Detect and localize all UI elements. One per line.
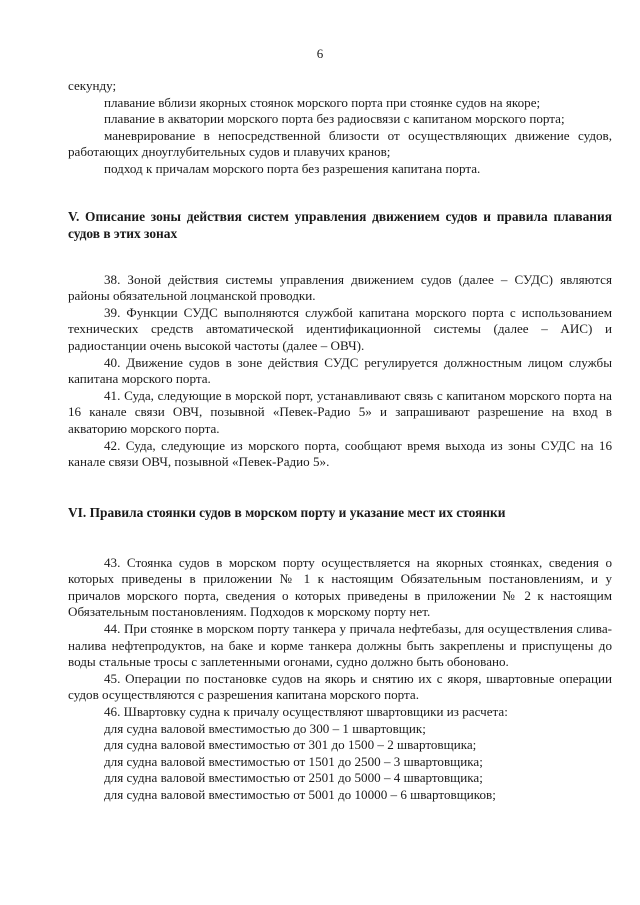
list-item: для судна валовой вместимостью до 300 – 1 швартовщик; (104, 720, 426, 736)
paragraph-43: 43. Стоянка судов в морском порту осуществляется на якорных стоянках, сведения о которых приведены в приложении № 1 к настоящим Обязательным постановлениям, и у причалов морского порта, сведения о которых приведены в приложении № 2 к настоящим Обязательным постановлениям. Подходов к морскому порту нет. (68, 554, 612, 620)
intro-line-1: секунду; (68, 78, 117, 93)
intro-line-3: плавание в акватории морского порта без радиосвязи с капитаном морского порта; (104, 111, 565, 127)
paragraph-45: 45. Операции по постановке судов на якорь и снятию их с якоря, швартовные операции судов осуществляются с разрешения капитана морского порта. (68, 670, 612, 703)
paragraph-40: 40. Движение судов в зоне действия СУДС регулируется должностным лицом службы капитана морского порта. (68, 354, 612, 387)
paragraph-42: 42. Суда, следующие из морского порта, сообщают время выхода из зоны СУДС на 16 канале связи ОВЧ, позывной «Певек-Радио 5». (68, 437, 612, 470)
list-item: для судна валовой вместимостью от 2501 до 5000 – 4 швартовщика; (104, 770, 483, 786)
intro-line-2: плавание вблизи якорных стоянок морского порта при стоянке судов на якоре; (104, 94, 541, 110)
list-item: для судна валовой вместимостью от 5001 до 10000 – 6 швартовщиков; (104, 787, 496, 802)
paragraph-44: 44. При стоянке в морском порту танкера у причала нефтебазы, для осуществления слива-налива нефтепродуктов, на баке и корме танкера должны быть закреплены и приспущены до воды стальные тросы с заплетенными огонами, судно должно быть обоновано. (68, 621, 612, 670)
intro-line-5: подход к причалам морского порта без разрешения капитана порта. (104, 160, 481, 176)
list-item: для судна валовой вместимостью от 301 до 1500 – 2 швартовщика; (104, 737, 477, 753)
page-number: 6 (316, 46, 324, 61)
section-6-heading: VI. Правила стоянки судов в морском порту и указание мест их стоянки (68, 504, 506, 520)
list-item: для судна валовой вместимостью от 1501 до 2500 – 3 швартовщика; (104, 753, 483, 769)
document-body (68, 78, 612, 804)
paragraph-46: 46. Швартовку судна к причалу осуществляют швартовщики из расчета: (104, 704, 508, 720)
paragraph-39: 39. Функции СУДС выполняются службой капитана морского порта с использованием технических средств автоматической идентификационной системы (далее – АИС) и радиостанции очень высокой частоты (далее – ОВЧ). (68, 304, 612, 353)
intro-line-4: маневрирование в непосредственной близости от осуществляющих движение судов, работающих дноуглубительных судов и плавучих кранов; (68, 127, 612, 160)
section-5-heading: V. Описание зоны действия систем управления движением судов и правила плавания судов в этих зонах (68, 208, 612, 241)
paragraph-41: 41. Суда, следующие в морской порт, устанавливают связь с капитаном морского порта на 16 канале связи ОВЧ, позывной «Певек-Радио 5» и запрашивают разрешение на вход в акваторию морского порта. (68, 387, 612, 436)
paragraph-38: 38. Зоной действия системы управления движением судов (далее – СУДС) являются районы обязательной лоцманской проводки. (68, 271, 612, 304)
